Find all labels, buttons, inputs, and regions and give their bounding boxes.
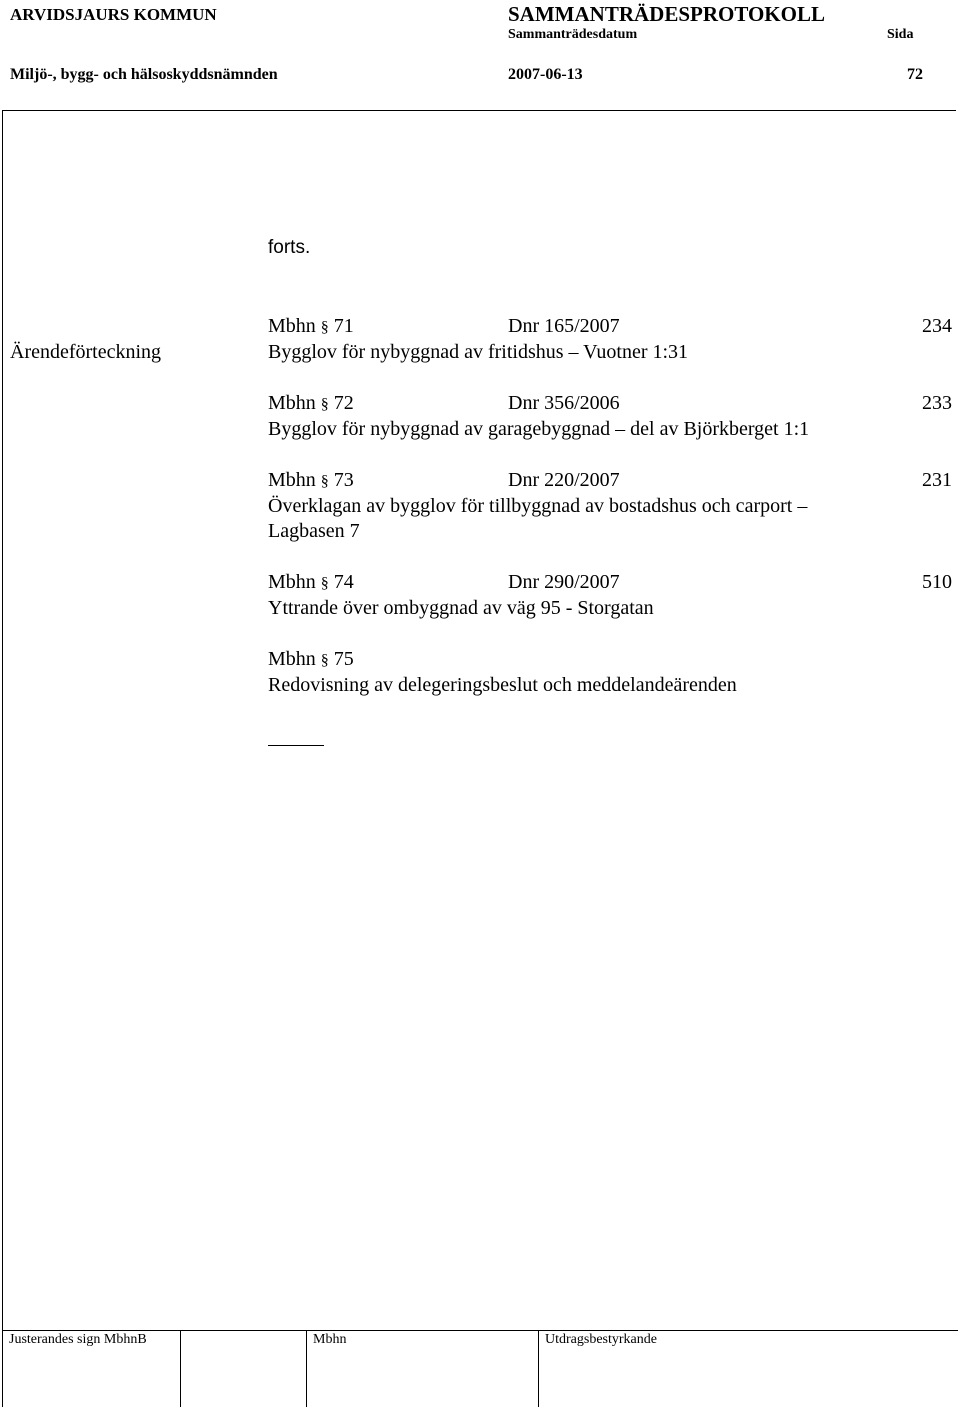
page-label: Sida — [887, 27, 914, 42]
section-sign: § — [320, 396, 329, 413]
case-ref-prefix: Mbhn — [268, 571, 316, 593]
case-code-74: 510 — [922, 571, 952, 593]
case-title-73: Överklagan av bygglov för tillbyggnad av bostadshus och carport – — [268, 495, 808, 517]
signatures-label: Justerandes sign MbhnB — [9, 1332, 147, 1347]
case-dnr-72: Dnr 356/2006 — [508, 392, 620, 414]
case-ref-prefix: Mbhn — [268, 648, 316, 670]
case-ref-72 — [268, 392, 354, 415]
case-title-71: Bygglov för nybyggnad av fritidshus – Vuotner 1:31 — [268, 341, 689, 363]
case-title-73-cont: Lagbasen 7 — [268, 520, 360, 542]
case-number: 75 — [333, 648, 354, 670]
section-sign: § — [320, 652, 329, 669]
case-number: 71 — [333, 315, 354, 337]
committee-name: Miljö-, bygg- och hälsoskyddsnämnden — [10, 66, 278, 83]
signatures-label-2: Mbhn — [313, 1332, 347, 1347]
signature-cell-2 — [306, 1331, 538, 1407]
signatures-cell — [2, 1331, 180, 1407]
case-title-75: Redovisning av delegeringsbeslut och meddelandeärenden — [268, 674, 737, 696]
case-number: 74 — [333, 571, 354, 593]
case-ref-prefix: Mbhn — [268, 315, 316, 337]
section-sign: § — [320, 473, 329, 490]
case-title-74: Yttrande över ombyggnad av väg 95 - Storgatan — [268, 597, 654, 619]
case-ref-73 — [268, 469, 354, 492]
municipality-name: ARVIDSJAURS KOMMUN — [10, 5, 217, 24]
case-ref-71 — [268, 315, 354, 338]
page-number: 72 — [907, 66, 923, 83]
case-code-73: 231 — [922, 469, 952, 491]
meeting-date: 2007-06-13 — [508, 66, 583, 83]
case-number: 73 — [333, 469, 354, 491]
signature-box — [180, 1331, 306, 1407]
case-ref-prefix: Mbhn — [268, 469, 316, 491]
extract-cell — [538, 1331, 958, 1407]
document-type: SAMMANTRÄDESPROTOKOLL — [508, 2, 825, 26]
end-rule — [268, 745, 324, 746]
continued-note: forts. — [268, 237, 311, 258]
case-ref-75 — [268, 648, 354, 671]
case-ref-prefix: Mbhn — [268, 392, 316, 414]
section-sign: § — [320, 575, 329, 592]
case-code-71: 234 — [922, 315, 952, 337]
content-frame — [2, 110, 956, 1403]
case-dnr-73: Dnr 220/2007 — [508, 469, 620, 491]
side-heading: Ärendeförteckning — [10, 341, 162, 363]
case-dnr-74: Dnr 290/2007 — [508, 571, 620, 593]
signature-footer — [2, 1330, 958, 1406]
case-ref-74 — [268, 571, 354, 594]
case-number: 72 — [333, 392, 354, 414]
extract-label: Utdragsbestyrkande — [545, 1332, 657, 1347]
case-dnr-71: Dnr 165/2007 — [508, 315, 620, 337]
case-title-72: Bygglov för nybyggnad av garagebyggnad – del av Björkberget 1:1 — [268, 418, 810, 440]
meeting-date-label: Sammanträdesdatum — [508, 27, 638, 42]
case-code-72: 233 — [922, 392, 952, 414]
section-sign: § — [320, 319, 329, 336]
